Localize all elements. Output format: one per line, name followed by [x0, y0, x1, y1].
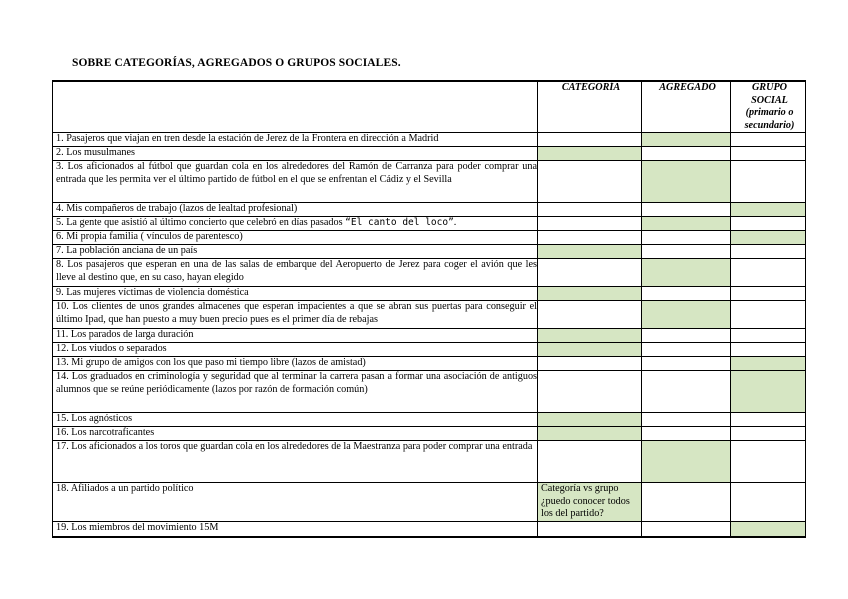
grupo-social-cell — [731, 357, 806, 371]
header-grupo-line: (primario o — [745, 107, 794, 118]
header-categoria: CATEGORÍA — [538, 81, 642, 133]
table-row — [53, 483, 806, 522]
table-row — [53, 287, 806, 301]
table-header-row — [53, 81, 806, 133]
agregado-cell — [642, 329, 731, 343]
table-row — [53, 217, 806, 231]
grupo-social-cell — [731, 483, 806, 522]
table-row — [53, 245, 806, 259]
categoria-cell — [538, 161, 642, 203]
grupo-social-cell — [731, 441, 806, 483]
row-item-text: 9. Las mujeres víctimas de violencia doméstica — [53, 287, 538, 301]
agregado-cell — [642, 259, 731, 287]
table-row — [53, 301, 806, 329]
categoria-cell — [538, 217, 642, 231]
header-grupo-line: secundario) — [744, 119, 795, 131]
row-item-text: 13. Mi grupo de amigos con los que paso mi tiempo libre (lazos de amistad) — [53, 357, 538, 371]
grupo-social-cell — [731, 301, 806, 329]
categoria-cell — [538, 371, 642, 413]
categoria-cell — [538, 441, 642, 483]
categoria-cell — [538, 301, 642, 329]
table-row — [53, 161, 806, 203]
agregado-cell — [642, 287, 731, 301]
categoria-cell — [538, 133, 642, 147]
agregado-cell — [642, 203, 731, 217]
agregado-cell — [642, 483, 731, 522]
agregado-cell — [642, 522, 731, 537]
table-row — [53, 343, 806, 357]
header-agregado: AGREGADO — [642, 81, 731, 133]
agregado-cell — [642, 343, 731, 357]
row-item-text: 14. Los graduados en criminología y seguridad que al terminar la carrera pasan a formar una asociación de antiguos alumnos que se reúne periódicamente (lazos por razón de formación común) — [53, 371, 538, 413]
table-row — [53, 522, 806, 537]
row-item-text: 16. Los narcotraficantes — [53, 427, 538, 441]
row-item-text: 15. Los agnósticos — [53, 413, 538, 427]
agregado-cell — [642, 441, 731, 483]
agregado-cell — [642, 371, 731, 413]
row-item-quote: “El canto del loco” — [345, 217, 454, 228]
row-item-text: 6. Mi propia familia ( vínculos de parentesco) — [53, 231, 538, 245]
categoria-cell — [538, 522, 642, 537]
page-title: SOBRE CATEGORÍAS, AGREGADOS O GRUPOS SOCIALES. — [72, 57, 401, 69]
row-item-text: 7. La población anciana de un país — [53, 245, 538, 259]
table-row — [53, 259, 806, 287]
row-item-text — [53, 217, 538, 231]
grupo-social-cell — [731, 427, 806, 441]
table-row — [53, 133, 806, 147]
categoria-cell — [538, 147, 642, 161]
agregado-cell — [642, 245, 731, 259]
categoria-cell — [538, 413, 642, 427]
categoria-cell — [538, 343, 642, 357]
grupo-social-cell — [731, 329, 806, 343]
categoria-cell: Categoría vs grupo ¿puedo conocer todos los del partido? — [538, 483, 642, 522]
table-row — [53, 413, 806, 427]
agregado-cell — [642, 147, 731, 161]
grupo-social-cell — [731, 133, 806, 147]
row-item-text: 4. Mis compañeros de trabajo (lazos de lealtad profesional) — [53, 203, 538, 217]
classification-table — [52, 80, 806, 538]
row-item-text: 19. Los miembros del movimiento 15M — [53, 522, 538, 537]
row-item-text: 12. Los viudos o separados — [53, 343, 538, 357]
grupo-social-cell — [731, 259, 806, 287]
grupo-social-cell — [731, 413, 806, 427]
table-row — [53, 231, 806, 245]
table-row — [53, 357, 806, 371]
categoria-cell — [538, 427, 642, 441]
header-grupo-line: SOCIAL — [751, 94, 788, 106]
agregado-cell — [642, 231, 731, 245]
grupo-social-cell — [731, 371, 806, 413]
agregado-cell — [642, 357, 731, 371]
row-item-text: 3. Los aficionados al fútbol que guardan cola en los alrededores del Ramón de Carranza para poder comprar una entrada que les permita ver el último partido de fútbol en el que se enfrentan el Cádiz y el Sevilla — [53, 161, 538, 203]
categoria-cell — [538, 357, 642, 371]
row-item-text: 10. Los clientes de unos grandes almacenes que esperan impacientes a que se abran sus puertas para conseguir el último Ipad, que han puesto a muy buen precio pues es el primer día de rebajas — [53, 301, 538, 329]
row-item-text: 18. Afiliados a un partido político — [53, 483, 538, 522]
table-row — [53, 371, 806, 413]
grupo-social-cell — [731, 343, 806, 357]
table-row — [53, 329, 806, 343]
grupo-social-cell — [731, 231, 806, 245]
row-item-text: 8. Los pasajeros que esperan en una de las salas de embarque del Aeropuerto de Jerez para coger el avión que les lleve al destino que, en su caso, hayan elegido — [53, 259, 538, 287]
grupo-social-cell — [731, 147, 806, 161]
categoria-cell — [538, 329, 642, 343]
categoria-cell — [538, 203, 642, 217]
table-row — [53, 441, 806, 483]
row-item-text-part: 5. La gente que asistió al último concierto que celebró en días pasados — [56, 217, 346, 228]
agregado-cell — [642, 161, 731, 203]
grupo-social-cell — [731, 522, 806, 537]
categoria-cell — [538, 231, 642, 245]
header-blank-cell — [53, 81, 538, 133]
table-row — [53, 147, 806, 161]
agregado-cell — [642, 301, 731, 329]
header-grupo-line: GRUPO — [751, 82, 788, 93]
categoria-cell — [538, 245, 642, 259]
agregado-cell — [642, 217, 731, 231]
grupo-social-cell — [731, 245, 806, 259]
table-row — [53, 203, 806, 217]
grupo-social-cell — [731, 161, 806, 203]
row-item-text: 17. Los aficionados a los toros que guardan cola en los alrededores de la Maestranza para poder comprar una entrada — [53, 441, 538, 483]
row-item-text: 11. Los parados de larga duración — [53, 329, 538, 343]
row-item-text: 1. Pasajeros que viajan en tren desde la estación de Jerez de la Frontera en dirección a Madrid — [53, 133, 538, 147]
header-grupo-social — [731, 81, 806, 133]
agregado-cell — [642, 427, 731, 441]
agregado-cell — [642, 133, 731, 147]
grupo-social-cell — [731, 217, 806, 231]
categoria-cell — [538, 287, 642, 301]
table-row — [53, 427, 806, 441]
row-item-text: 2. Los musulmanes — [53, 147, 538, 161]
row-item-text-part: . — [453, 217, 457, 228]
grupo-social-cell — [731, 203, 806, 217]
agregado-cell — [642, 413, 731, 427]
categoria-cell — [538, 259, 642, 287]
grupo-social-cell — [731, 287, 806, 301]
